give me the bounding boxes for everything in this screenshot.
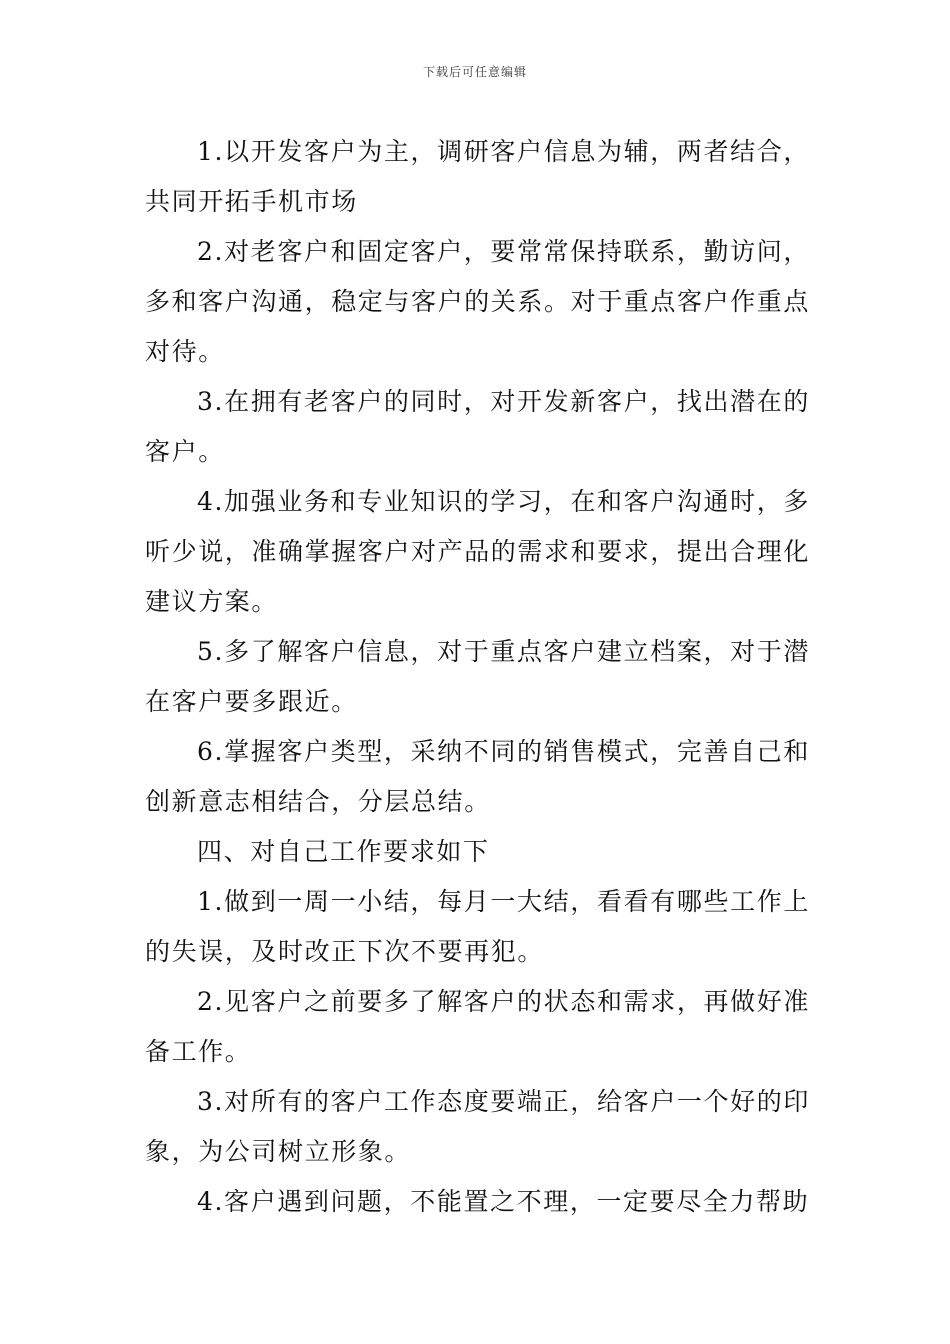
section-heading: 四、对自己工作要求如下: [197, 837, 490, 866]
paragraph: 2.对老客户和固定客户，要常常保持联系，勤访问，多和客户沟通，稳定与客户的关系。对于重点客户作重点对待。: [145, 237, 811, 366]
paragraph: 4.加强业务和专业知识的学习，在和客户沟通时，多听少说，准确掌握客户对产品的需求和要求，提出合理化建议方案。: [145, 487, 811, 616]
page-header: 下载后可任意编辑: [422, 65, 527, 79]
paragraph: 1.以开发客户为主，调研客户信息为辅，两者结合，共同开拓手机市场: [145, 137, 810, 216]
paragraph: 4.客户遇到问题，不能置之不理，一定要尽全力帮助: [197, 1187, 810, 1216]
paragraph: 6.掌握客户类型，采纳不同的销售模式，完善自己和创新意志相结合，分层总结。: [145, 737, 810, 816]
paragraph: 3.对所有的客户工作态度要端正，给客户一个好的印象，为公司树立形象。: [145, 1087, 810, 1166]
paragraph: 5.多了解客户信息，对于重点客户建立档案，对于潜在客户要多跟近。: [145, 637, 810, 716]
paragraph: 1.做到一周一小结，每月一大结，看看有哪些工作上的失误，及时改正下次不要再犯。: [145, 887, 810, 966]
document-body: [145, 127, 810, 1227]
paragraph: 3.在拥有老客户的同时，对开发新客户，找出潜在的客户。: [145, 387, 810, 466]
paragraph: 2.见客户之前要多了解客户的状态和需求，再做好准备工作。: [145, 987, 810, 1066]
